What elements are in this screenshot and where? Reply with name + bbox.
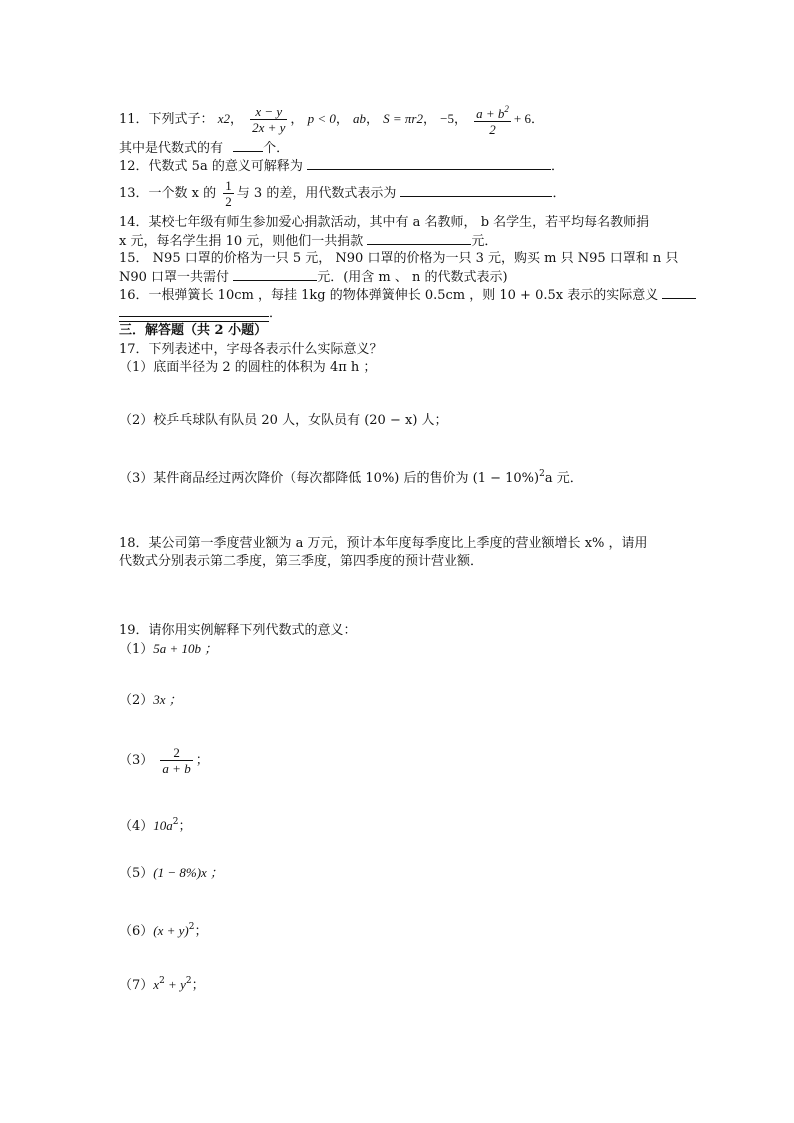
q13-text-a: 13．一个数 x 的 (119, 186, 217, 201)
q16-line2: ． (119, 304, 282, 322)
q19-item-5 (119, 864, 223, 882)
q16-text: 16．一根弹簧长 10cm ，每挂 1kg 的物体弹簧伸长 0.5cm ，则 10 + 0.5x 表示的实际意义 (119, 288, 659, 303)
q11-expr-3: p < 0 (307, 111, 336, 126)
q19-title: 19．请你用实例解释下列代数式的意义： (119, 623, 357, 638)
q18-line2: 代数式分别表示第二季度，第三季度，第四季度的预计营业额． (119, 554, 484, 569)
q15-answer-blank[interactable] (233, 268, 317, 281)
q11-answer-blank[interactable] (233, 139, 263, 152)
q19-item-7-expr-x: x (153, 977, 160, 992)
q11-line2-end: 个． (263, 141, 290, 156)
q16-answer-blank-1[interactable] (662, 286, 696, 299)
q19-item-2-expr: 3x ； (153, 692, 182, 707)
q15-line2-end: 元．(用含 m 、 n 的代数式表示) (317, 270, 508, 285)
q19-item-7 (119, 973, 205, 994)
q14-line2-end: 元． (471, 234, 498, 249)
q13-fraction-numerator: 1 (225, 178, 232, 193)
q19-item-6-expr: (x + y) (153, 923, 189, 938)
q11-expr-5: S = πr2 (383, 111, 423, 126)
q19-item-4-label: （4） (119, 819, 154, 834)
q19-item-3 (119, 745, 209, 776)
q18-line1: 18．某公司第一季度营业额为 a 万元，预计本年度每季度比上季度的营业额增长 x% ，请用 (119, 536, 648, 551)
q19-item-6-label: （6） (119, 924, 154, 939)
q17-part3-exponent: 2 (539, 469, 545, 479)
q17-part2: （2）校乒乓球队有队员 20 人，女队员有 (20 − x) 人； (119, 413, 448, 428)
q14-line2 (119, 232, 497, 250)
q15-line2 (119, 268, 508, 286)
q19-item-4-tail: ； (178, 819, 192, 834)
q17-part3-end: a 元． (544, 471, 583, 486)
q19-item-3-tail: ； (195, 753, 209, 768)
q11-expr-4: ab (352, 111, 366, 126)
section-3-title: 三．解答题（共 2 小题） (119, 323, 268, 338)
q19-item-3-label: （3） (119, 753, 154, 768)
q13-fraction-denominator: 2 (225, 194, 232, 209)
q19-item-7-exponent-1: 2 (159, 976, 165, 986)
q13-answer-blank[interactable] (400, 184, 552, 197)
q19-item-7-label: （7） (119, 978, 154, 993)
q11-label: 11．下列式子： (119, 112, 214, 127)
q17-part3-text: （3）某件商品经过两次降价（每次都降低 10%) 后的售价为 (1 − 10%) (119, 471, 540, 486)
q19-item-1-label: （1） (119, 642, 154, 657)
q11-line2-text: 其中是代数式的有 (119, 141, 224, 156)
q14-answer-blank[interactable] (367, 232, 471, 245)
q11-expr-7-numerator (474, 102, 511, 122)
q19-item-6 (119, 919, 208, 940)
section-3-underline (119, 321, 269, 322)
q19-item-7-expr-y: + y (164, 977, 186, 992)
q19-item-1 (119, 640, 217, 658)
q17-part3 (119, 466, 583, 487)
q11-expr-2-fraction (250, 104, 287, 135)
q19-item-4 (119, 814, 192, 835)
q11-expr-7-denominator: 2 (489, 122, 496, 137)
q16-line1 (119, 286, 696, 304)
q14-line2-text: x 元，每名学生捐 10 元，则他们一共捐款 (119, 234, 364, 249)
q17-title: 17．下列表述中，字母各表示什么实际意义？ (119, 342, 383, 357)
q13-line: 13．一个数 x 的 $\frac{1}{2}$ 与 3 的差，用代数式表示为 ． (119, 178, 566, 209)
q19-item-2 (119, 691, 182, 709)
q11-expr-7-exponent: 2 (504, 104, 509, 114)
q19-item-5-label: （5） (119, 866, 154, 881)
q19-item-3-fraction (160, 745, 192, 776)
q19-item-3-denominator: a + b (162, 761, 191, 776)
q11-expr-7-fraction (474, 102, 511, 137)
q11-expr-2-denominator: 2x + y (252, 120, 286, 135)
q13-fraction (223, 178, 234, 209)
q12-text: 12．代数式 5a 的意义可解释为 (119, 159, 303, 174)
q19-item-7-tail: ； (191, 978, 205, 993)
q17-part1: （1）底面半径为 2 的圆柱的体积为 4π h ； (119, 360, 377, 375)
q14-line1: 14．某校七年级有师生参加爱心捐款活动，其中有 a 名教师， b 名学生，若平均每名教师捐 (119, 215, 650, 230)
q19-item-1-expr: 5a + 10b ； (153, 641, 218, 656)
q13-text-b: 与 3 的差，用代数式表示为 (236, 186, 397, 201)
q12-answer-blank[interactable] (307, 157, 551, 170)
q11-line1: 11．下列式子： x2， $\frac{x - y}{2x + y}$ ， p < 0， ab， S = πr2， −5， $\frac{a + b^2}{2}$ + 6． (119, 104, 544, 137)
q11-expr-1: x2 (217, 111, 230, 126)
q15-line2-text: N90 口罩一共需付 (119, 270, 230, 285)
q11-expr-6: −5 (440, 111, 454, 126)
q19-item-2-label: （2） (119, 693, 154, 708)
q11-expr-2-numerator: x − y (250, 104, 287, 120)
q15-line1: 15． N95 口罩的价格为一只 5 元， N90 口罩的价格为一只 3 元，购买 m 只 N95 口罩和 n 只 (119, 251, 679, 266)
q11-expr-7-tail: + 6 (513, 111, 531, 126)
q11-expr-7-num-base: a + b (476, 106, 505, 121)
q19-item-7-exponent-2: 2 (185, 976, 192, 986)
q11-line2 (119, 139, 289, 157)
q12-line: 12．代数式 5a 的意义可解释为 ． (119, 159, 564, 174)
q19-item-4-expr: 10a (153, 818, 173, 833)
q19-item-5-expr: (1 − 8%)x ； (153, 865, 224, 880)
q19-item-4-exponent: 2 (172, 817, 179, 827)
q19-item-6-exponent: 2 (188, 922, 195, 932)
q19-item-6-tail: ； (194, 924, 208, 939)
q19-item-3-numerator: 2 (160, 745, 192, 761)
q16-answer-blank-2[interactable] (119, 304, 269, 317)
